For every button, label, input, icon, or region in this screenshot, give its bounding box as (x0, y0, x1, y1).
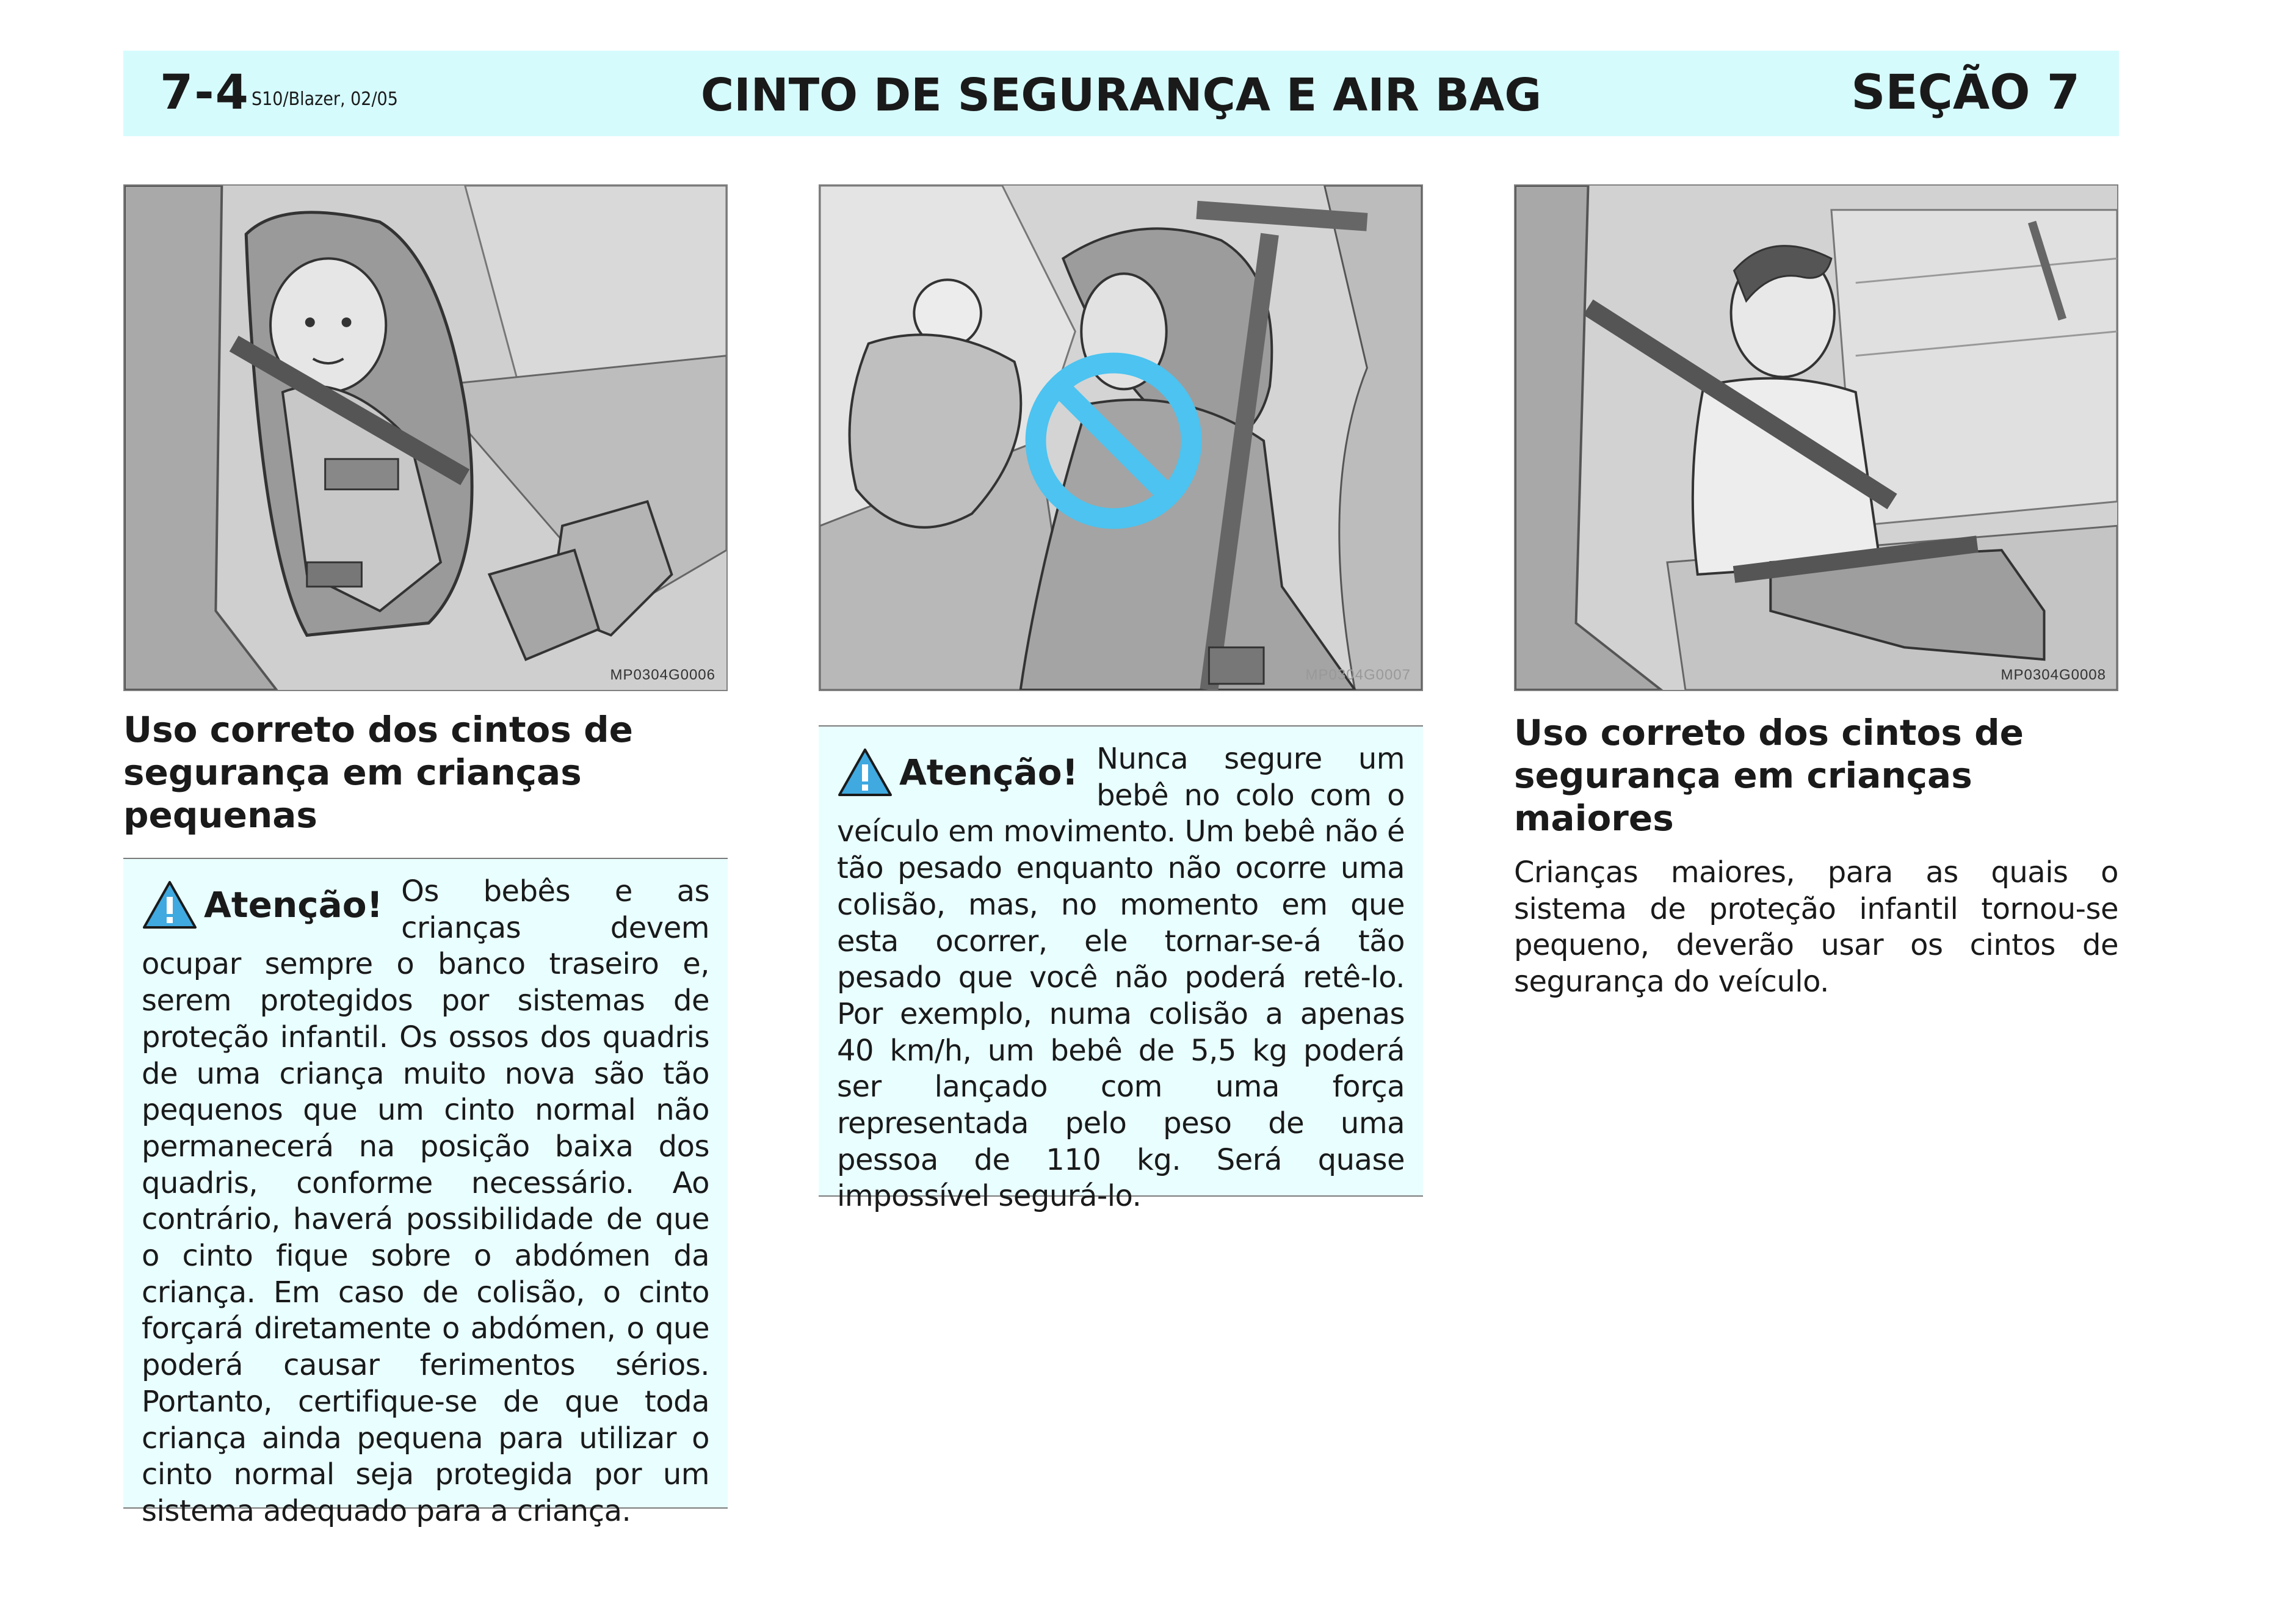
warning-triangle-icon (837, 747, 893, 797)
baby-car-seat-drawing (125, 186, 726, 690)
warning-title: Atenção! (899, 752, 1079, 793)
heading-small-children: Uso correto dos cintos de segurança em crianças pequenas (123, 709, 633, 836)
warning-label (837, 747, 1078, 797)
illustration-code: MP0304G0008 (2001, 667, 2106, 683)
page-header (123, 51, 2119, 136)
child-seat-belt-drawing (1515, 186, 2117, 690)
section-label: SEÇÃO 7 (1851, 65, 2080, 120)
page-title: CINTO DE SEGURANÇA E AIR BAG (700, 69, 1542, 121)
warning-triangle-icon (142, 880, 198, 930)
illustration-baby-on-lap (819, 184, 1423, 691)
heading-older-children: Uso correto dos cintos de segurança em crianças maiores (1514, 712, 2024, 839)
illustration-baby-car-seat (123, 184, 728, 691)
illustration-code: MP0304G0006 (610, 667, 715, 683)
illustration-code: MP0304G0007 (1305, 667, 1411, 683)
baby-on-lap-drawing (820, 186, 1422, 690)
older-children-text: Crianças maiores, para as quais o sistema de proteção infantil tornou-se pequeno, deverão usar os cintos de segurança do veículo. (1514, 855, 2118, 999)
warning-box-baby-on-lap (819, 725, 1423, 1214)
warning-title: Atenção! (204, 884, 383, 926)
document-reference: S10/Blazer, 02/05 (252, 89, 398, 110)
illustration-child-seat-belt (1514, 184, 2118, 691)
page-number: 7-4 (160, 65, 250, 120)
warning-label (142, 880, 383, 930)
warning-body: Os bebês e as crianças devem ocupar sempre o banco traseiro e, serem protegidos por sistemas de proteção infantil. Os ossos dos quadris de uma criança muito nova são tão pequenos que um cinto normal não permanecerá na posição baixa dos quadris, conforme necessário. Ao contrário, haverá possibilidade de que o cinto fique sobre o abdómen da criança. Em caso de colisão, o cinto forçará diretamente o abdómen, o que poderá causar ferimentos sérios. Portanto, certifique-se de que toda criança ainda pequena para utilizar o cinto normal seja protegida por um sistema adequado para a criança. (142, 874, 709, 1528)
warning-box-small-children (123, 858, 728, 1528)
warning-body: Nunca segure um bebê no colo com o veículo em movimento. Um bebê não é tão pesado enquanto não ocorre uma colisão, mas, no momento em que esta ocorrer, ele tornar-se-á tão pesado que você não poderá retê-lo. Por exemplo, numa colisão a apenas 40 km/h, um bebê de 5,5 kg poderá ser lançado com uma força representada pelo peso de uma pessoa de 110 kg. Será quase impossível segurá-lo. (837, 742, 1405, 1214)
